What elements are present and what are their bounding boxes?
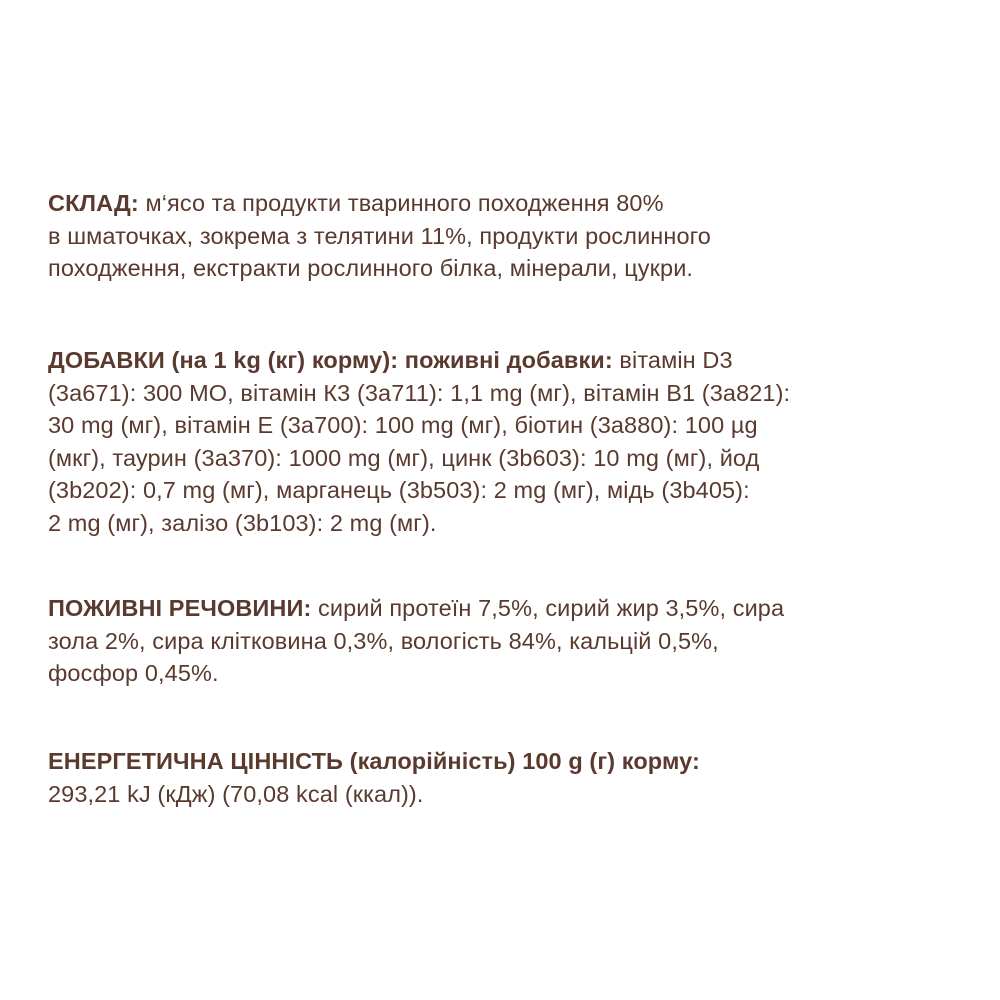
energy-text: 293,21 kJ (кДж) (70,08 kcal (ккал)). <box>48 780 424 807</box>
additives-text: вітамін D3 (3а671): 300 МО, вітамін К3 (3а711): 1,1 mg (мг), вітамін В1 (3а821): 30 mg (мг), вітамін Е (3а700): 100 mg (мг), біотин (3а880): 100 µg (мкг), таурин (3а370): 1000 mg (мг), цинк (3b603): 10 mg (мг), йод (3b202): 0,7 mg (мг), марганець (3b503): 2 mg (мг), мідь (3b405): 2 mg (мг), залізо (3b103): 2 mg (мг). <box>48 347 791 536</box>
energy-section <box>48 745 968 810</box>
composition-label: СКЛАД: <box>48 190 139 216</box>
nutrients-section <box>48 592 968 690</box>
energy-label: ЕНЕРГЕТИЧНА ЦІННІСТЬ (калорійність) 100 g (г) корму: <box>48 748 700 774</box>
nutrients-label: ПОЖИВНІ РЕЧОВИНИ: <box>48 595 312 621</box>
label-page <box>48 0 968 1000</box>
composition-section <box>48 187 968 285</box>
nutrients-text: сирий протеїн 7,5%, сирий жир 3,5%, сира зола 2%, сира клітковина 0,3%, вологість 84%, кальцій 0,5%, фосфор 0,45%. <box>48 595 785 686</box>
additives-label: ДОБАВКИ (на 1 kg (кг) корму): поживні добавки: <box>48 347 613 373</box>
additives-section <box>48 344 968 539</box>
composition-text: м‘ясо та продукти тваринного походження 80% в шматочках, зокрема з телятини 11%, продукти рослинного походження, екстракти рослинного білка, мінерали, цукри. <box>48 190 711 281</box>
